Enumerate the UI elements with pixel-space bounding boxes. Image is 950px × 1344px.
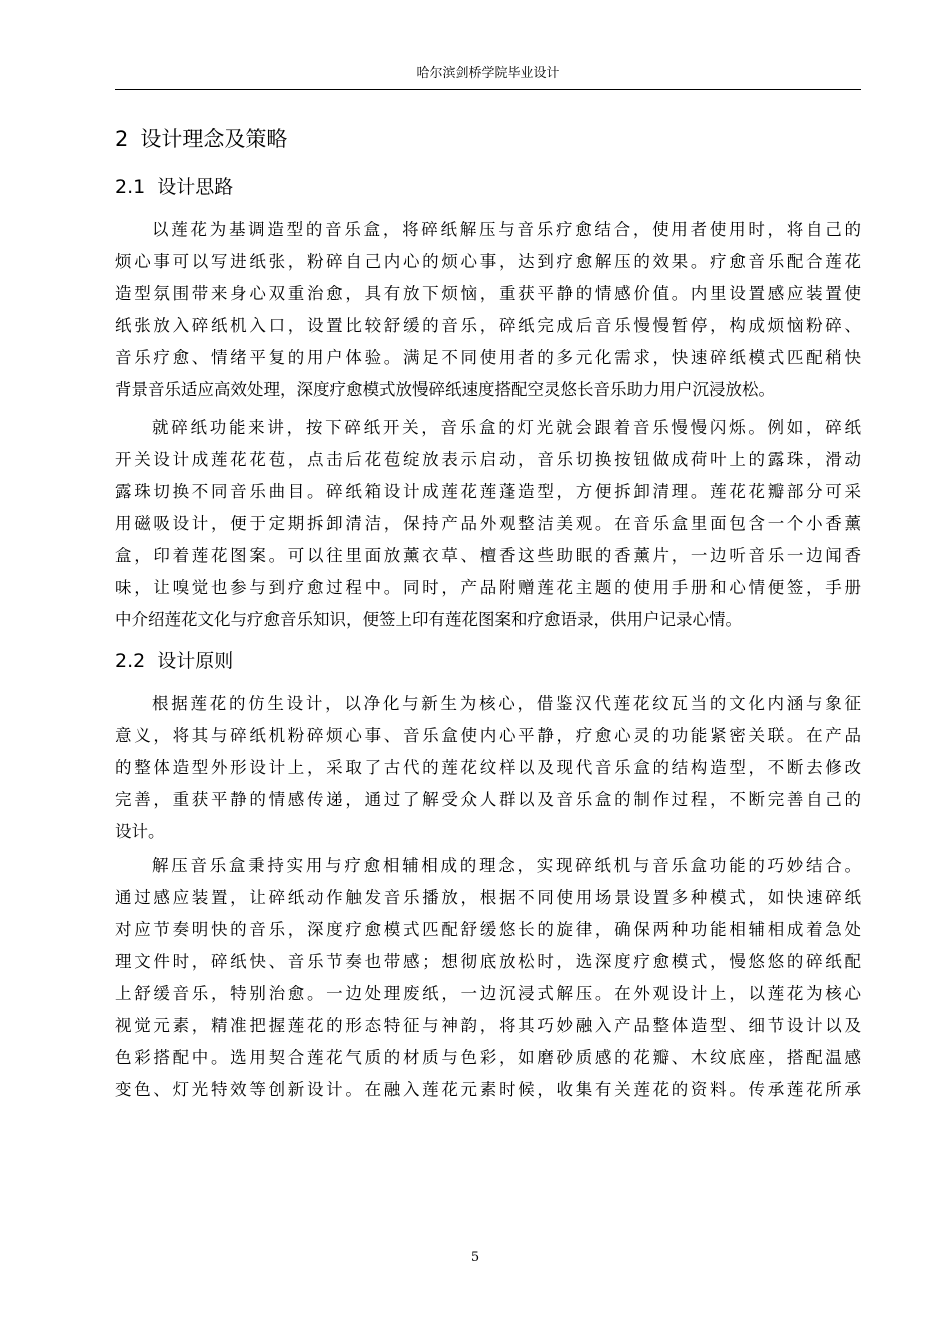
chapter-title: 设计理念及策略 — [140, 127, 288, 151]
text-line: 色彩搭配中。选用契合莲花气质的材质与色彩，如磨砂质感的花瓣、木纹底座，搭配温感 — [115, 1048, 861, 1067]
text-line: 设计。 — [115, 822, 165, 841]
section-heading-2-1 — [115, 172, 233, 202]
text-line: 造型氛围带来身心双重治愈，具有放下烦恼，重获平静的情感价值。内里设置感应装置使 — [115, 284, 861, 303]
text-line: 视觉元素，精准把握莲花的形态特征与神韵，将其巧妙融入产品整体造型、细节设计以及 — [115, 1016, 861, 1035]
paragraph-design-idea-2 — [115, 412, 861, 636]
page-number: 5 — [470, 1250, 480, 1265]
text-line: 用磁吸设计，便于定期拆卸清洁，保持产品外观整洁美观。在音乐盒里面包含一个小香薰 — [115, 514, 861, 533]
text-line: 变色、灯光特效等创新设计。在融入莲花元素时候，收集有关莲花的资料。传承莲花所承 — [115, 1080, 861, 1099]
text-line: 上舒缓音乐，特别治愈。一边处理废纸，一边沉浸式解压。在外观设计上，以莲花为核心 — [115, 984, 861, 1003]
text-line: 完善，重获平静的情感传递，通过了解受众人群以及音乐盒的制作过程，不断完善自己的 — [115, 790, 861, 809]
text-line: 就碎纸功能来讲，按下碎纸开关，音乐盒的灯光就会跟着音乐慢慢闪烁。例如，碎纸 — [152, 418, 861, 437]
chapter-number: 2 — [115, 127, 129, 151]
chapter-heading — [115, 124, 287, 154]
section-title: 设计思路 — [157, 176, 234, 198]
section-title: 设计原则 — [157, 650, 234, 672]
text-line: 纸张放入碎纸机入口，设置比较舒缓的音乐，碎纸完成后音乐慢慢暂停，构成烦恼粉碎、 — [115, 316, 861, 335]
text-line: 对应节奏明快的音乐，深度疗愈模式匹配舒缓悠长的旋律，确保两种功能相辅相成着急处 — [115, 920, 861, 939]
section-number: 2.2 — [115, 650, 146, 672]
text-line: 根据莲花的仿生设计，以净化与新生为核心，借鉴汉代莲花纹瓦当的文化内涵与象征 — [152, 694, 861, 713]
paragraph-design-principle-1 — [115, 688, 861, 848]
text-line: 解压音乐盒秉持实用与疗愈相辅相成的理念，实现碎纸机与音乐盒功能的巧妙结合。 — [152, 856, 861, 875]
paragraph-design-principle-2 — [115, 850, 861, 1106]
text-line: 通过感应装置，让碎纸动作触发音乐播放，根据不同使用场景设置多种模式，如快速碎纸 — [115, 888, 861, 907]
text-line: 开关设计成莲花花苞，点击后花苞绽放表示启动，音乐切换按钮做成荷叶上的露珠，滑动 — [115, 450, 861, 469]
section-heading-2-2 — [115, 646, 233, 676]
text-line: 盒，印着莲花图案。可以往里面放薰衣草、檀香这些助眠的香薰片，一边听音乐一边闻香 — [115, 546, 861, 565]
text-line: 意义，将其与碎纸机粉碎烦心事、音乐盒使内心平静，疗愈心灵的功能紧密关联。在产品 — [115, 726, 861, 745]
page-header: 哈尔滨剑桥学院毕业设计 — [115, 64, 861, 90]
paragraph-design-idea-1 — [115, 214, 861, 406]
section-number: 2.1 — [115, 176, 146, 198]
text-line: 背景音乐适应高效处理，深度疗愈模式放慢碎纸速度搭配空灵悠长音乐助力用户沉浸放松。 — [115, 380, 775, 399]
text-line: 味，让嗅觉也参与到疗愈过程中。同时，产品附赠莲花主题的使用手册和心情便签，手册 — [115, 578, 861, 597]
text-line: 以莲花为基调造型的音乐盒，将碎纸解压与音乐疗愈结合，使用者使用时，将自己的 — [152, 220, 861, 239]
text-line: 的整体造型外形设计上，采取了古代的莲花纹样以及现代音乐盒的结构造型，不断去修改 — [115, 758, 861, 777]
text-line: 音乐疗愈、情绪平复的用户体验。满足不同使用者的多元化需求，快速碎纸模式匹配稍快 — [115, 348, 861, 367]
text-line: 理文件时，碎纸快、音乐节奏也带感；想彻底放松时，选深度疗愈模式，慢悠悠的碎纸配 — [115, 952, 861, 971]
text-line: 露珠切换不同音乐曲目。碎纸箱设计成莲花莲蓬造型，方便拆卸清理。莲花花瓣部分可采 — [115, 482, 861, 501]
text-line: 中介绍莲花文化与疗愈音乐知识，便签上印有莲花图案和疗愈语录，供用户记录心情。 — [115, 610, 742, 629]
text-line: 烦心事可以写进纸张，粉碎自己内心的烦心事，达到疗愈解压的效果。疗愈音乐配合莲花 — [115, 252, 861, 271]
